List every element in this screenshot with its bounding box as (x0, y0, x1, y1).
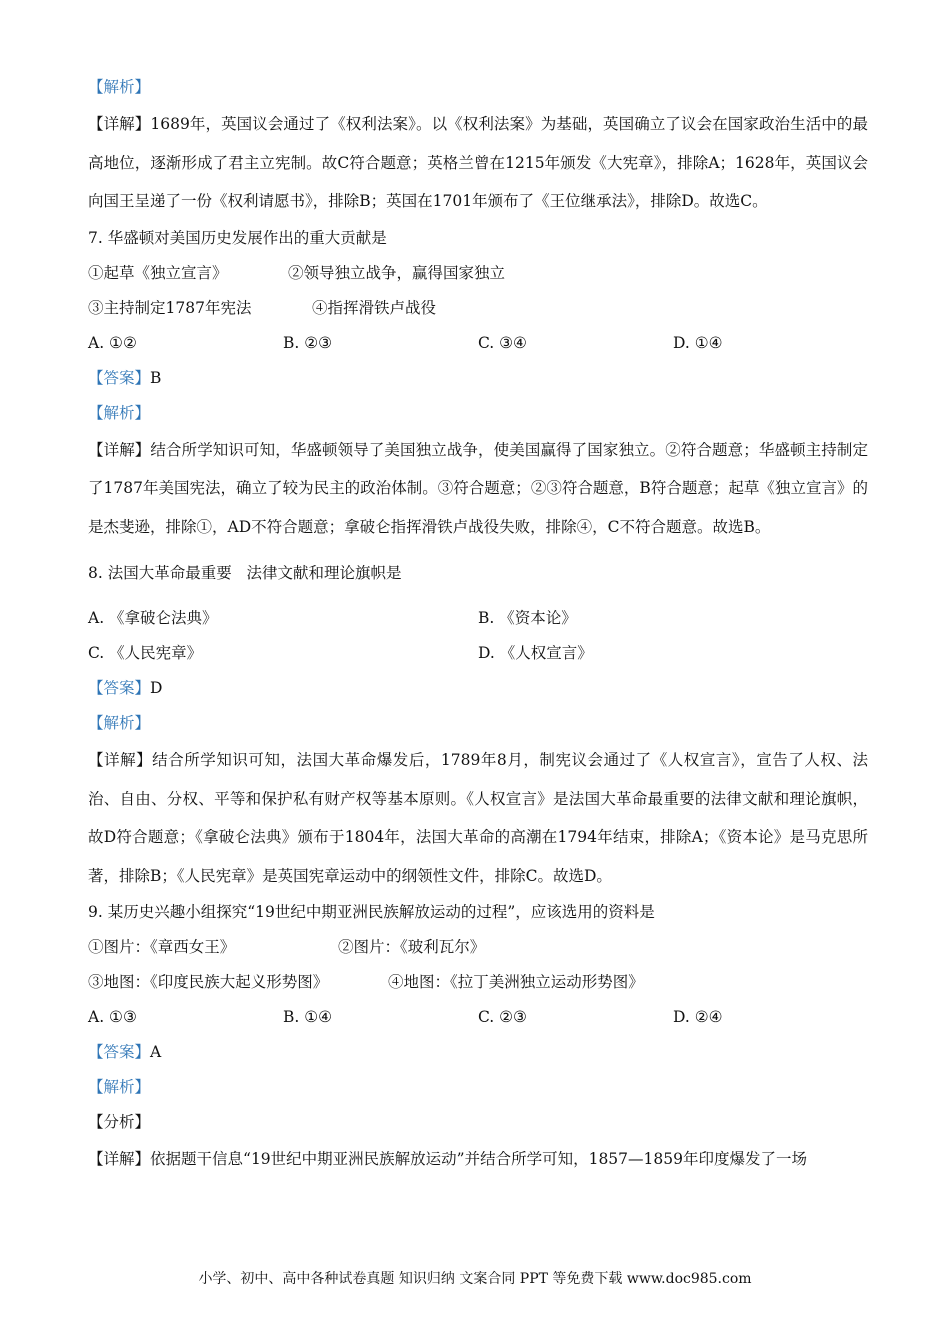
q6-analysis-line (88, 70, 868, 105)
q8-detail-paragraph (88, 741, 868, 895)
q8-stem: 8. 法国大革命最重要 法律文献和理论旗帜是 (88, 564, 402, 582)
q9-item-1: ①图片：《章西女王》 (88, 938, 236, 956)
option-c: C. 《人民宪章》 (88, 644, 203, 662)
q7-analysis-line (88, 396, 868, 431)
q7-item-1: ①起草《独立宣言》 (88, 263, 228, 282)
answer-tag: 【答案】 (88, 679, 151, 697)
analysis-tag: 【解析】 (88, 78, 151, 96)
option-d: D. ②④ (673, 1008, 723, 1026)
q9-item-3: ③地图：《印度民族大起义形势图》 (88, 973, 329, 991)
q9-detail-paragraph (88, 1140, 868, 1179)
option-a: A. 《拿破仑法典》 (88, 609, 218, 627)
option-b: B. ①④ (283, 1008, 333, 1026)
answer-value: D (150, 679, 163, 697)
option-d: D. 《人权宣言》 (478, 644, 593, 662)
answer-value: B (150, 368, 162, 387)
answer-tag: 【答案】 (88, 1043, 151, 1061)
detail-text: 依据题干信息“19世纪中期亚洲民族解放运动”并结合所学可知，1857—1859年印度爆发了一场 (150, 1150, 807, 1168)
q7-items-row2 (88, 291, 868, 326)
q7-item-2: ②领导独立战争，赢得国家独立 (288, 263, 506, 282)
detail-tag: 【详解】 (88, 751, 153, 769)
q8-analysis-line (88, 706, 868, 741)
q9-item-2: ②图片：《玻利瓦尔》 (338, 938, 486, 956)
analysis-tag: 【解析】 (88, 714, 151, 732)
analysis-tag: 【解析】 (88, 1078, 151, 1096)
q7-item-4: ④指挥滑铁卢战役 (312, 298, 437, 317)
q9-analysis-line (88, 1070, 868, 1105)
option-c: C. ③④ (478, 333, 527, 352)
q9-stem: 9. 某历史兴趣小组探究“19世纪中期亚洲民族解放运动的过程”，应该选用的资料是 (88, 903, 655, 921)
analysis-tag: 【解析】 (88, 403, 151, 422)
q9-item-4: ④地图：《拉丁美洲独立运动形势图》 (388, 973, 644, 991)
detail-tag: 【详解】 (88, 440, 151, 459)
detail-text: 结合所学知识可知，法国大革命爆发后，1789年8月，制宪议会通过了《人权宣言》，宣告了人权、法治、自由、分权、平等和保护私有财产权等基本原则。《人权宣言》是法国大革命最重要的法律文献和理论旗帜，故D符合题意；《拿破仑法典》颁布于1804年，法国大革命的高潮在1794年结束，排除A；《资本论》是马克思所著，排除B；《人民宪章》是英国宪章运动中的纲领性文件，排除C。故选D。 (88, 751, 868, 885)
option-c: C. ②③ (478, 1008, 527, 1026)
answer-value: A (150, 1043, 162, 1061)
answer-tag: 【答案】 (88, 368, 151, 387)
option-b: B. 《资本论》 (478, 609, 577, 627)
option-b: B. ②③ (283, 333, 333, 352)
q7-detail-paragraph (88, 431, 868, 547)
detail-text: 1689年，英国议会通过了《权利法案》。以《权利法案》为基础，英国确立了议会在国家政治生活中的最高地位，逐渐形成了君主立宪制。故C符合题意；英格兰曾在1215年颁发《大宪章》，排除A；1628年，英国议会向国王呈递了一份《权利请愿书》，排除B；英国在1701年颁布了《王位继承法》，排除D。故选C。 (88, 115, 868, 210)
q7-answer-line (88, 361, 868, 396)
q9-options (88, 1000, 868, 1035)
document-page (88, 70, 868, 1179)
q8-options-row1 (88, 601, 868, 636)
q6-detail-paragraph (88, 105, 868, 221)
q9-items-row1 (88, 930, 868, 965)
q7-item-3: ③主持制定1787年宪法 (88, 298, 252, 317)
option-a: A. ①③ (88, 1008, 137, 1026)
analysis2-tag: 【分析】 (88, 1113, 151, 1131)
q7-stem: 7. 华盛顿对美国历史发展作出的重大贡献是 (88, 228, 387, 247)
detail-text: 结合所学知识可知，华盛顿领导了美国独立战争，使美国赢得了国家独立。②符合题意；华盛顿主持制定了1787年美国宪法，确立了较为民主的政治体制。③符合题意；②③符合题意，B符合题意；起草《独立宣言》的是杰斐逊，排除①，AD不符合题意；拿破仑指挥滑铁卢战役失败，排除④，C不符合题意。故选B。 (88, 440, 868, 536)
q7-options (88, 326, 868, 361)
page-footer: 小学、初中、高中各种试卷真题 知识归纳 文案合同 PPT 等免费下载 www.doc985.com (198, 1271, 752, 1287)
option-d: D. ①④ (673, 333, 723, 352)
detail-tag: 【详解】 (88, 1150, 151, 1168)
option-a: A. ①② (88, 333, 137, 352)
q7-items-row1 (88, 256, 868, 291)
q8-options-row2 (88, 636, 868, 671)
q8-answer-line (88, 671, 868, 706)
detail-tag: 【详解】 (88, 115, 151, 133)
q9-answer-line (88, 1035, 868, 1070)
q9-analysis2-line (88, 1105, 868, 1140)
q9-items-row2 (88, 965, 868, 1000)
